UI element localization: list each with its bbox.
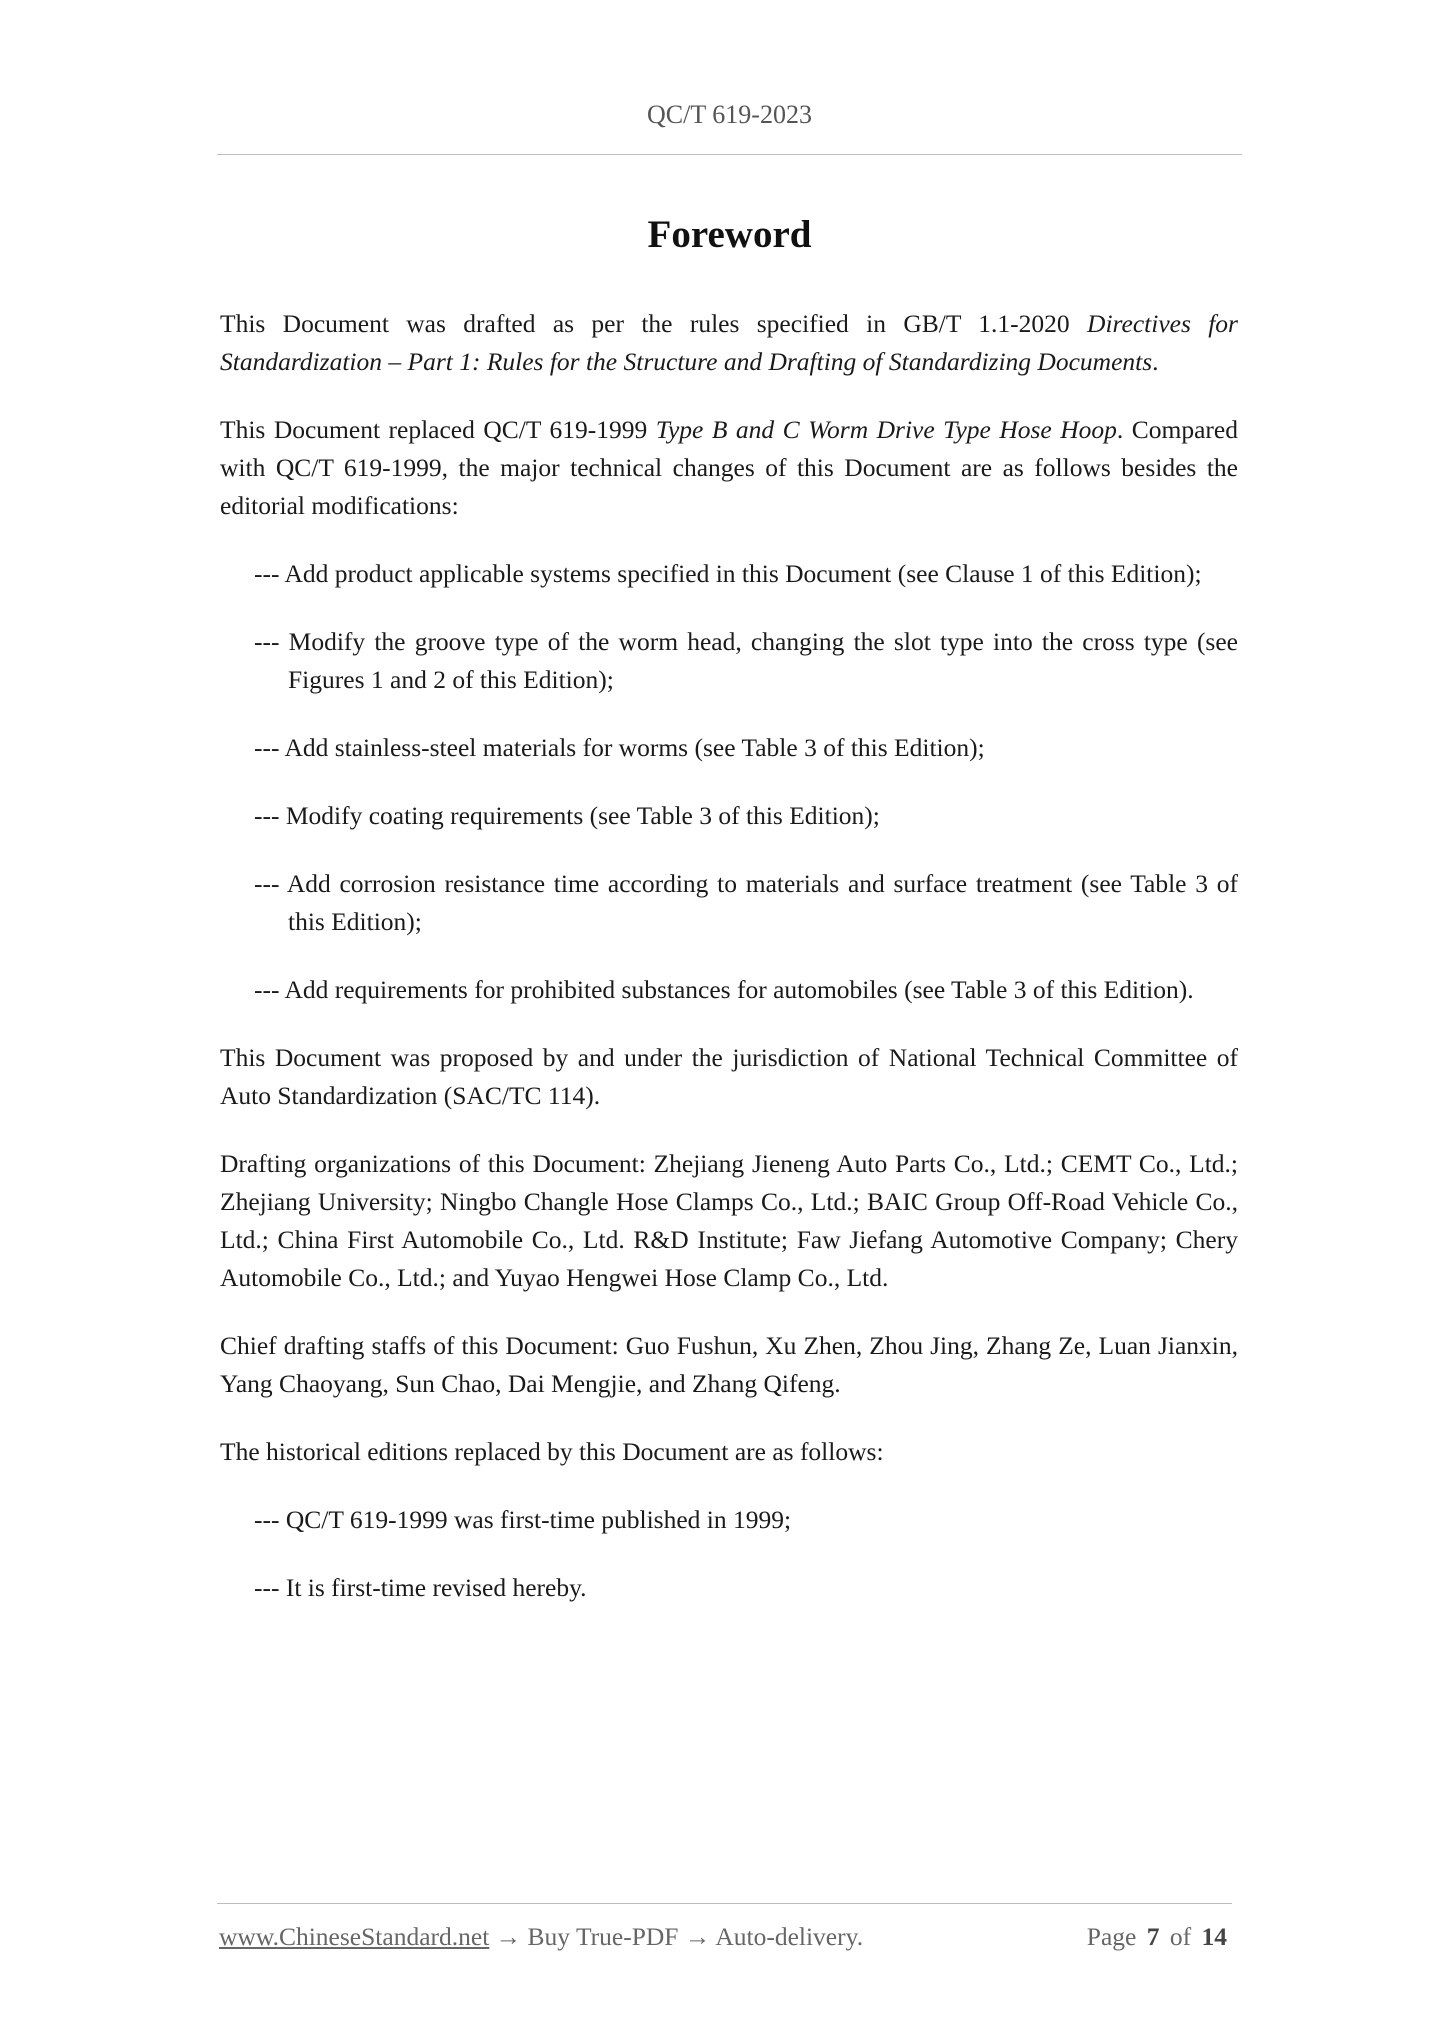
paragraph-historical-editions: The historical editions replaced by this Document are as follows: [220,1437,884,1466]
document-body [220,305,1238,1637]
doc-header-code: QC/T 619-2023 [647,100,812,129]
paragraph-drafting-organizations: Drafting organizations of this Document: Zhejiang Jieneng Auto Parts Co., Ltd.; CEMT Co., Ltd.; Zhejiang University; Ningbo Changle Hose Clamps Co., Ltd.; BAIC Group Off-Road Vehicle Co., Ltd.; China First Automobile Co., Ltd. R&D Institute; Faw Jiefang Automotive Company; Chery Automobile Co., Ltd.; and Yuyao Hengwei Hose Clamp Co., Ltd. [220,1149,1238,1292]
paragraph-proposed-by: This Document was proposed by and under the jurisdiction of National Technical Committee of Auto Standardization (SAC/TC 114). [220,1043,1238,1110]
footer-divider [217,1903,1232,1904]
paragraph-drafting-rules: This Document was drafted as per the rules specified in GB/T 1.1-2020 Directives for Standardization – Part 1: Rules for the Structure and Drafting of Standardizing Documents. [220,309,1238,376]
change-list-item: --- Add stainless-steel materials for worms (see Table 3 of this Edition); [254,733,985,762]
change-list-item: --- Modify coating requirements (see Table 3 of this Edition); [254,801,880,830]
change-list-item: --- Add product applicable systems specified in this Document (see Clause 1 of this Edition); [254,559,1202,588]
header-divider [217,154,1242,155]
current-page-number: 7 [1146,1922,1160,1951]
website-link[interactable]: www.ChineseStandard.net [219,1922,490,1951]
change-list-item: --- Add requirements for prohibited substances for automobiles (see Table 3 of this Edition). [254,975,1194,1004]
history-list-item: --- QC/T 619-1999 was first-time published in 1999; [254,1505,792,1534]
paragraph-replacement: This Document replaced QC/T 619-1999 Type B and C Worm Drive Type Hose Hoop. Compared with QC/T 619-1999, the major technical changes of this Document are as follows besides the editorial modifications: [220,415,1238,520]
change-list-item: --- Modify the groove type of the worm head, changing the slot type into the cross type (see Figures 1 and 2 of this Edition); [254,627,1238,694]
change-list-item: --- Add corrosion resistance time according to materials and surface treatment (see Table 3 of this Edition); [254,869,1238,936]
footer-promo [219,1922,863,1952]
history-list-item: --- It is first-time revised hereby. [254,1573,587,1602]
total-pages-number: 14 [1201,1922,1227,1951]
footer-tagline: → Buy True-PDF → Auto-delivery. [489,1922,864,1951]
page-title: Foreword [647,213,812,256]
page-indicator: Page 7 of 14 [1086,1922,1227,1951]
cited-standard-title: Directives for Standardization – Part 1: Rules for the Structure and Drafting of Standardizing Documents [220,309,1238,376]
paragraph-drafting-staff: Chief drafting staffs of this Document: Guo Fushun, Xu Zhen, Zhou Jing, Zhang Ze, Luan Jianxin, Yang Chaoyang, Sun Chao, Dai Mengjie, and Zhang Qifeng. [220,1331,1238,1398]
replaced-standard-title: Type B and C Worm Drive Type Hose Hoop [655,415,1117,444]
